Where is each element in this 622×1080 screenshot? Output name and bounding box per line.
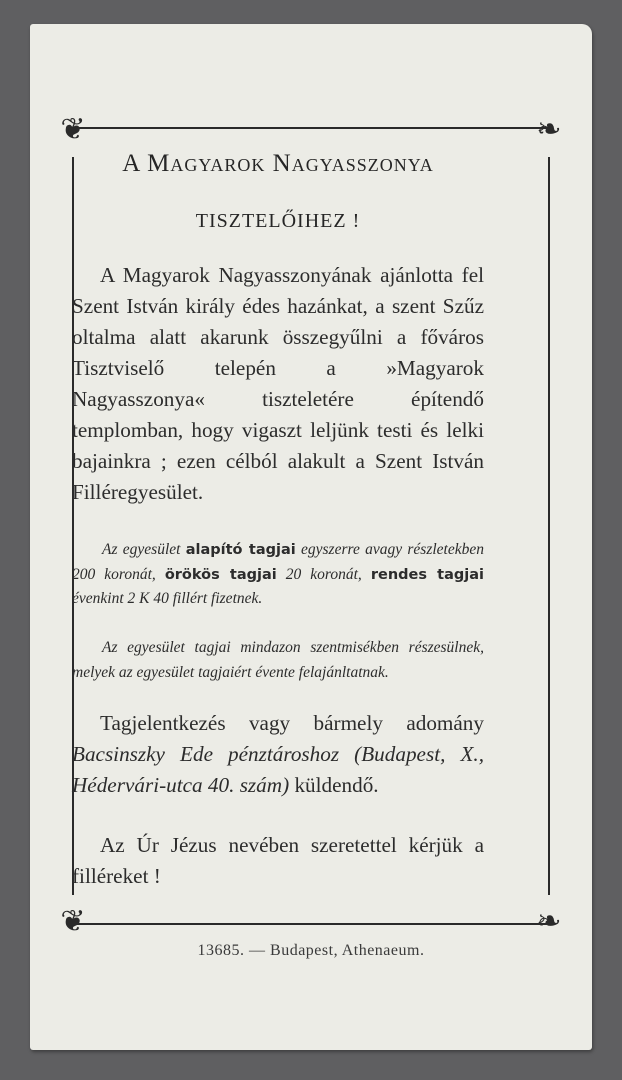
printer-imprint: 13685. — Budapest, Athenaeum.: [197, 942, 425, 959]
decorative-frame: [60, 112, 562, 939]
page-title: A Magyarok Nagyasszonya: [122, 150, 434, 177]
closing-paragraph: Az Úr Jézus nevében szeretettel kérjük a filléreket !: [72, 833, 484, 888]
frame-right-line: [548, 157, 550, 895]
membership-notice: Az egyesület alapító tagjai egyszerre avagy részletekben 200 koronát, örökös tagjai 20 koronát, rendes tagjai évenkint 2 K 40 fillért fizetnek.: [72, 541, 484, 607]
scroll-ornament-icon: ❦: [60, 112, 86, 147]
mass-notice: Az egyesület tagjai mindazon szentmisékben részesülnek, melyek az egyesület tagjaiért évente felajánltatnak.: [72, 639, 484, 681]
donation-paragraph: Tagjelentkezés vagy bármely adomány Bacsinszky Ede pénztároshoz (Budapest, X., Hédervári-utca 40. szám) küldendő.: [72, 711, 484, 797]
main-paragraph: A Magyarok Nagyasszonyának ajánlotta fel Szent István király édes hazánkat, a szent Szűz oltalma alatt akarunk összegyűlni a főváros Tisztviselő telepén a »Magyarok Nagyasszonya« tiszteletére építendő templomban, hogy vigaszt leljünk testi és lelki bajainkra ; ezen célból alakult a Szent István Filléregyesület.: [72, 263, 484, 504]
scroll-ornament-icon: ❦: [60, 904, 86, 939]
scroll-ornament-icon: ❧: [536, 904, 562, 939]
scroll-ornament-icon: ❧: [536, 112, 562, 147]
page-subtitle: TISZTELŐIHEZ !: [195, 210, 361, 232]
